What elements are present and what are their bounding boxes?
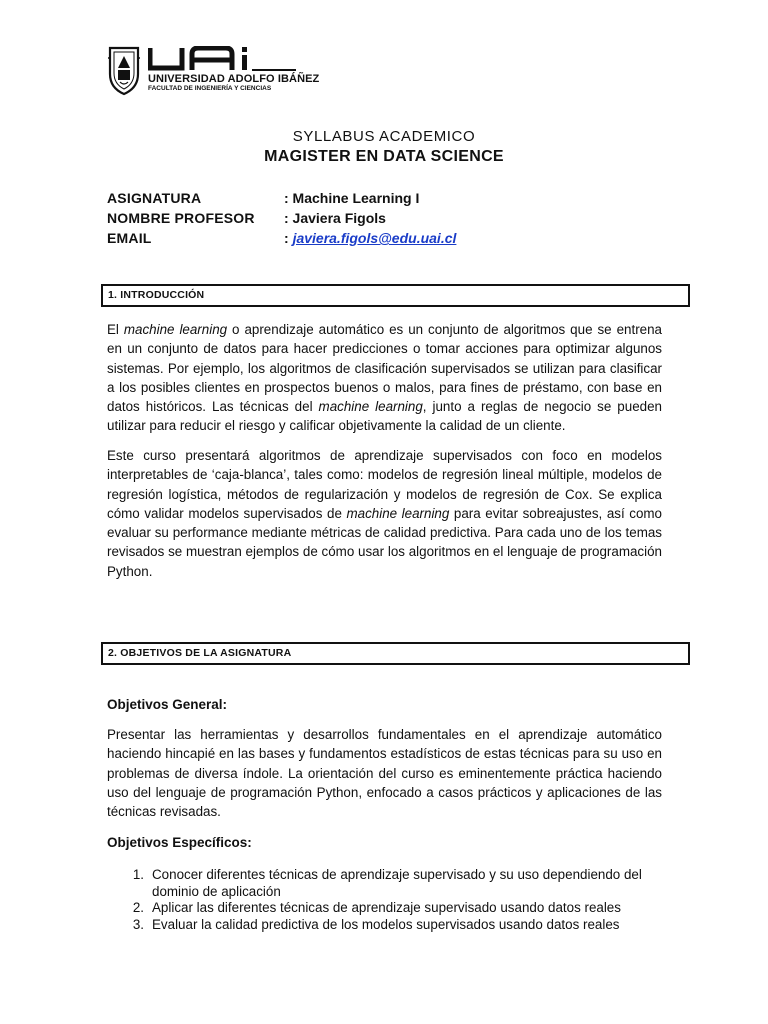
university-crest-icon [106,44,142,96]
specific-objectives-list [107,867,667,933]
info-value [284,230,456,246]
list-item-number: 2. [132,900,144,915]
general-objectives-heading: Objetivos General: [107,697,228,712]
text-run: para evitar sobreajustes, así como evaluar su performance mediante métricas de calidad predictiva. Para cada uno de los temas revisados se muestran ejemplos de cómo usar los algoritmos en el lenguaje de programación Python. [107,505,663,579]
text-run-italic: machine learning [318,399,423,415]
intro-paragraph-1 [107,320,662,436]
section-header-introduccion: 1. INTRODUCCIÓN [101,284,690,307]
document-title: MAGISTER EN DATA SCIENCE [264,148,504,165]
section-header-objetivos: 2. OBJETIVOS DE LA ASIGNATURA [101,642,690,665]
info-label: NOMBRE PROFESOR [107,210,255,226]
university-logo [106,44,320,100]
university-name: UNIVERSIDAD ADOLFO IBÁÑEZ [148,73,320,85]
general-objectives-text: Presentar las herramientas y desarrollos fundamentales en el aprendizaje automático haciendo hincapié en las bases y fundamentos estadísticos de estas técnicas para su uso en problemas de diversa índole. La orientación del curso es eminentemente práctica haciendo uso del lenguaje de programación Python, enfocado a casos prácticos y aplicaciones de las técnicas revisadas. [107,727,662,820]
text-run: Este curso presentará algoritmos de aprendizaje supervisados con foco en modelos interpretables de ‘caja-blanca’, tales como: modelos de regresión lineal múltiple, modelos de regresión logística, métodos de regularización y modelos de regresión de Cox. Se explica cómo validar modelos supervisados de [107,448,662,521]
list-item-number: 1. [132,867,144,882]
list-item [107,867,667,900]
list-item-number: 3. [132,916,144,932]
info-label: ASIGNATURA [107,190,202,206]
list-item [107,917,667,934]
info-value: : Machine Learning I [284,190,420,206]
list-item [107,900,667,917]
specific-objectives-heading: Objetivos Específicos: [107,835,252,850]
text-run: o aprendizaje automático es un conjunto de algoritmos que se entrena en un conjunto de datos para hacer predicciones o tomar acciones para optimizar algunos sistemas. Por ejemplo, los algoritmos de clasificación supervisados se utilizan para clasificar a los posibles clientes en prospectos buenos o malos, para fines de préstamo, con base en datos históricos. Las técnicas del [107,322,662,415]
text-run-italic: machine learning [123,322,228,337]
document-subtitle: SYLLABUS ACADEMICO [292,128,476,145]
email-link[interactable]: javiera.figols@edu.uai.cl [292,230,457,246]
course-info [107,188,667,248]
list-item-text: Conocer diferentes técnicas de aprendizaje supervisado y su uso dependiendo del dominio de aplicación [152,867,642,899]
info-value: : Javiera Figols [284,210,386,226]
list-item-text: Aplicar las diferentes técnicas de aprendizaje supervisado usando datos reales [152,900,621,915]
email-prefix: : [284,230,293,246]
intro-paragraph-2 [107,446,662,581]
info-row-course [107,188,667,208]
faculty-name: FACULTAD DE INGENIERÍA Y CIENCIAS [148,85,272,92]
info-label: EMAIL [107,230,152,246]
info-row-email [107,228,667,248]
text-run-italic: machine learning [346,505,450,521]
uai-wordmark-icon [148,46,298,72]
text-run: , junto a reglas de negocio se pueden utilizar para reducir el riesgo y calificar objetivamente la calidad de un cliente. [107,399,662,434]
text-run: El [107,322,124,337]
list-item-text: Evaluar la calidad predictiva de los modelos supervisados usando datos reales [152,916,620,932]
info-row-professor [107,208,667,228]
